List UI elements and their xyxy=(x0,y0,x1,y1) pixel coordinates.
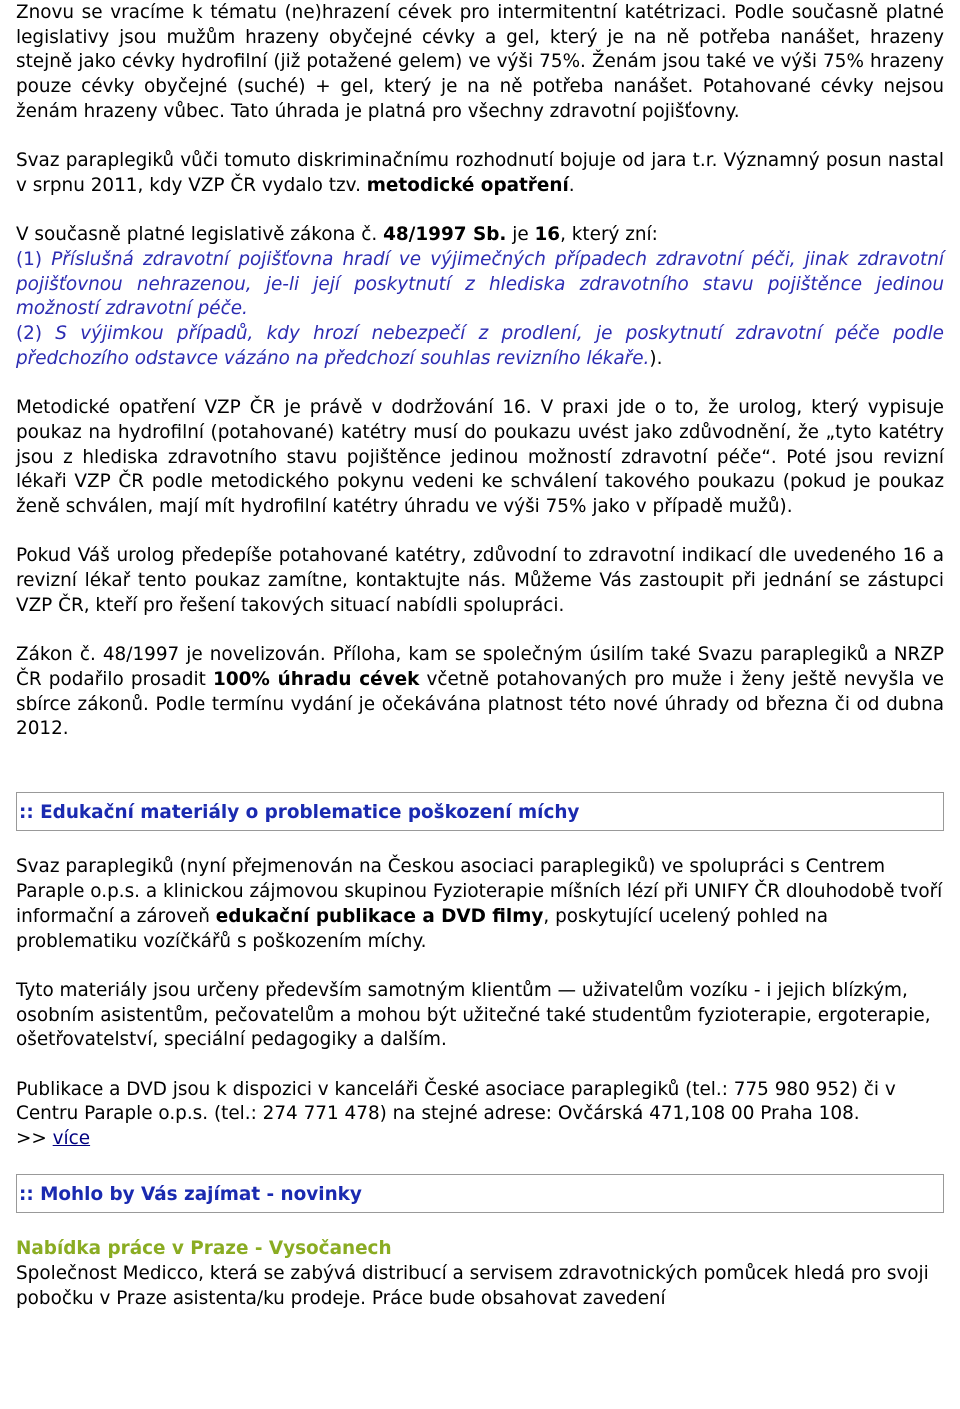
emphasis-educational-publications: edukační publikace a DVD filmy xyxy=(215,905,544,927)
emphasis-law-number: 48/1997 Sb. xyxy=(383,224,507,246)
emphasis-full-reimbursement: 100% úhradu cévek xyxy=(213,668,420,690)
section-heading-education: :: Edukační materiály o problematice poškození míchy xyxy=(16,793,944,831)
law-clause-2-number: (2) xyxy=(16,323,43,345)
more-link-line xyxy=(16,1127,944,1152)
text-amendment-end: včetně potahovaných pro muže i ženy ještě nevyšla ve sbírce zákonů. Podle termínu vydání je očekávána platnost této nové úhrady od března či od dubna 2012. xyxy=(16,668,944,740)
text-education-intro: Svaz paraplegiků (nyní přejmenován na Českou asociaci paraplegiků) ve spolupráci s Centrem Paraple o.p.s. a klinickou zájmovou skupinou Fyzioterapie míšních lézí při UNIFY ČR dlouhodobě tvoří informační a zároveň xyxy=(16,856,943,927)
paragraph-association-fight xyxy=(16,149,944,198)
law-clause-1-number: (1) xyxy=(16,249,43,270)
law-clause-1-text: Příslušná zdravotní pojišťovna hradí ve výjimečných případech zdravotní péči, jinak zdravotní pojišťovnou nehrazenou, je-li její poskytnutí z hlediska zdravotního stavu pojištěnce jedinou možností zdravotní péče. xyxy=(16,249,944,320)
text-fight: Svaz paraplegiků vůči tomuto diskriminačnímu rozhodnutí bojuje od jara t.r. Významný posun nastal v srpnu 2011, kdy VZP ČR vydalo tzv. xyxy=(16,150,944,196)
text-legislation: V současně platné legislativě zákona č. xyxy=(16,224,384,246)
paragraph-education-audience: Tyto materiály jsou určeny především samotným klientům — uživatelům vozíku - i jejich blízkým, osobním asistentům, pečovatelům a mohou být užitečné také studentům fyzioterapie, ergoterapie, ošetřovatelství, speciální pedagogiky a dalším. xyxy=(16,979,931,1051)
text-je: je xyxy=(506,224,535,246)
paragraph-methodical-measure: Metodické opatření VZP ČR je právě v dodržování 16. V praxi jde o to, že urolog, který vypisuje poukaz na hydrofilní (potahované) katétry musí do poukazu uvést jako zdůvodnění, že „tyto katétry jsou z hlediska zdravotního stavu pojištěnce jedinou možností zdravotní péče“. Poté jsou revizní lékaři VZP ČR podle metodického pokynu vedeni ke schválení takového poukazu (pokud je poukaz ženě schválen, mají mít hydrofilní katétry úhradu ve výši 75% jako v případě mužů). xyxy=(16,397,944,518)
law-clause-1 xyxy=(16,248,944,322)
section-heading-news: :: Mohlo by Vás zajímat - novinky xyxy=(16,1175,944,1213)
more-link[interactable]: více xyxy=(52,1128,91,1150)
job-offer-text: Společnost Medicco, která se zabývá distribucí a servisem zdravotnických pomůcek hledá pro svoji pobočku v Praze asistenta/ku prodeje. Práce bude obsahovat zavedení xyxy=(16,1262,929,1309)
paragraph-education-intro xyxy=(16,855,944,954)
emphasis-section-number: 16 xyxy=(534,224,561,246)
text-education-intro-end: , poskytující ucelený pohled na problematiku vozíčkářů s poškozením míchy. xyxy=(16,905,828,952)
text-which-says: , který zní: xyxy=(560,224,658,246)
law-clause-2-text: S výjimkou případů, kdy hrozí nebezpečí z prodlení, je poskytnutí zdravotní péče podle předchozího odstavce vázáno na předchozí souhlas revizního lékaře. xyxy=(16,323,944,369)
law-clause-2 xyxy=(16,322,944,371)
paragraph-law-amendment xyxy=(16,643,944,742)
paragraph-education-availability: Publikace a DVD jsou k dispozici v kanceláři České asociace paraplegiků (tel.: 775 980 952) či v Centru Paraple o.p.s. (tel.: 274 771 478) na stejné adrese: Ovčárská 471,108 00 Praha 108. xyxy=(16,1078,896,1125)
paragraph-contact-us: Pokud Váš urolog předepíše potahované katétry, zdůvodní to zdravotní indikací dle uvedeného 16 a revizní lékař tento poukaz zamítne, kontaktujte nás. Můžeme Vás zastoupit při jednání se zástupci VZP ČR, kteří pro řešení takových situací nabídli spolupráci. xyxy=(16,545,944,616)
job-offer-title: Nabídka práce v Praze - Vysočanech xyxy=(16,1238,392,1260)
paragraph-reimbursement-intro: Znovu se vracíme k tématu (ne)hrazení cévek pro intermitentní katétrizaci. Podle současně platné legislativy jsou mužům hrazeny obyčejné cévky a gel, který je na ně potřeba nanášet, hrazeny stejně jako cévky hydrofilní (již potažené gelem) ve výši 75%. Ženám jsou také ve výši 75% hrazeny pouze cévky obyčejné (suché) + gel, který je na ně potřeba nanášet. Potahované cévky nejsou ženám hrazeny vůbec. Tato úhrada je platná pro všechny zdravotní pojišťovny. xyxy=(16,2,944,122)
more-prefix: >> xyxy=(16,1128,53,1150)
emphasis-methodical-measure: metodické opatření xyxy=(366,174,569,196)
paragraph-legislation xyxy=(16,223,944,248)
text-period: . xyxy=(568,174,575,196)
text-amendment: Zákon č. 48/1997 je novelizován. Příloha, kam se společným úsilím také Svazu paraplegiků a NRZP ČR podařilo prosadit xyxy=(16,644,944,690)
law-clause-2-end: ). xyxy=(649,347,663,369)
